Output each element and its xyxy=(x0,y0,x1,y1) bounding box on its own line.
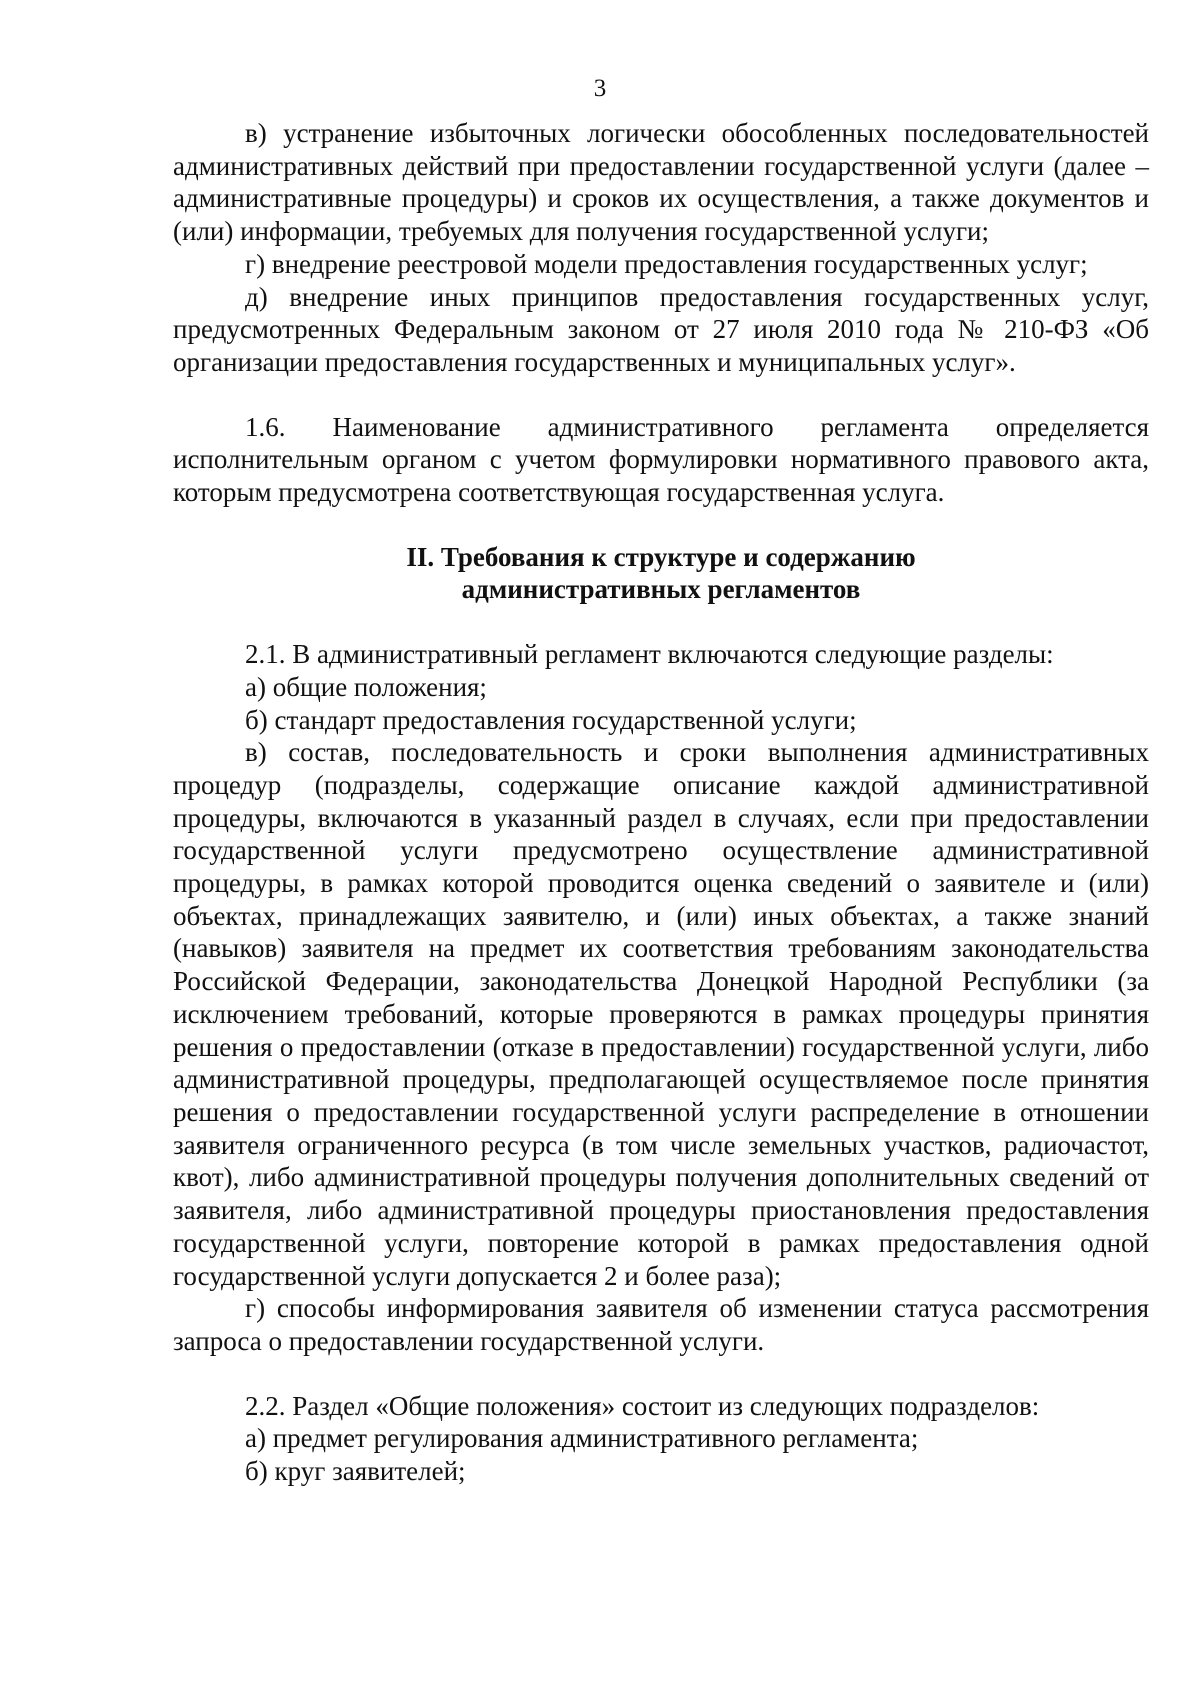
paragraph-2-2-b: б) круг заявителей; xyxy=(245,1456,466,1487)
paragraph-2-1-v: в) состав, последовательность и сроки выполнения административных процедур (подразделы, содержащие описание каждой административной процедуры, включаются в указанный раздел в случаях, если при предоставлении государственной услуги предусмотрено осуществление административной процедуры, в рамках которой проводится оценка сведений о заявителе и (или) объектах, принадлежащих заявителю, и (или) иных объектах, а также знаний (навыков) заявителя на предмет их соответствия требованиям законодательства Российской Федерации, законодательства Донецкой Народной Республики (за исключением требований, которые проверяются в рамках процедуры принятия решения о предоставлении (отказе в предоставлении) государственной услуги, либо административной процедуры, предполагающей осуществляемое после принятия решения о предоставлении государственной услуги распределение в отношении заявителя ограниченного ресурса (в том числе земельных участков, радиочастот, квот), либо административной процедуры получения дополнительных сведений от заявителя, либо административной процедуры приостановления предоставления государственной услуги, повторение которой в рамках предоставления одной государственной услуги допускается 2 и более раза); xyxy=(173,737,1149,1291)
paragraph-2-1-b: б) стандарт предоставления государственной услуги; xyxy=(245,704,857,735)
paragraph-2-1-g: г) способы информирования заявителя об изменении статуса рассмотрения запроса о предоставлении государственной услуги. xyxy=(173,1293,1149,1356)
section-heading-line-2: административных регламентов xyxy=(461,574,861,605)
spacer xyxy=(173,606,1149,638)
section-heading-line-1: II. Требования к структуре и содержанию xyxy=(406,541,916,572)
paragraph-1-6: 1.6. Наименование административного регламента определяется исполнительным органом с учетом формулировки нормативного правового акта, которым предусмотрена соответствующая государственная услуга. xyxy=(173,411,1149,508)
spacer xyxy=(173,509,1149,541)
paragraph-2-2: 2.2. Раздел «Общие положения» состоит из следующих подразделов: xyxy=(245,1390,1040,1421)
paragraph-item-g: г) внедрение реестровой модели предоставления государственных услуг; xyxy=(245,248,1088,279)
spacer xyxy=(173,1358,1149,1390)
paragraph-item-d: д) внедрение иных принципов предоставления государственных услуг, предусмотренных Федеральным законом от 27 июля 2010 года № 210-ФЗ «Об организации предоставления государственных и муниципальных услуг». xyxy=(173,281,1149,377)
paragraph-2-2-a: а) предмет регулирования административного регламента; xyxy=(245,1423,919,1454)
document-body xyxy=(173,117,1149,1488)
paragraph-2-1-a: а) общие положения; xyxy=(245,671,487,702)
paragraph-2-1: 2.1. В административный регламент включаются следующие разделы: xyxy=(245,639,1054,670)
page-number: 3 xyxy=(593,75,607,102)
section-heading xyxy=(173,541,1149,606)
paragraph-item-v: в) устранение избыточных логически обособленных последовательностей административных действий при предоставлении государственной услуги (далее – административные процедуры) и сроков их осуществления, а также документов и (или) информации, требуемых для получения государственной услуги; xyxy=(173,118,1149,247)
spacer xyxy=(173,379,1149,411)
